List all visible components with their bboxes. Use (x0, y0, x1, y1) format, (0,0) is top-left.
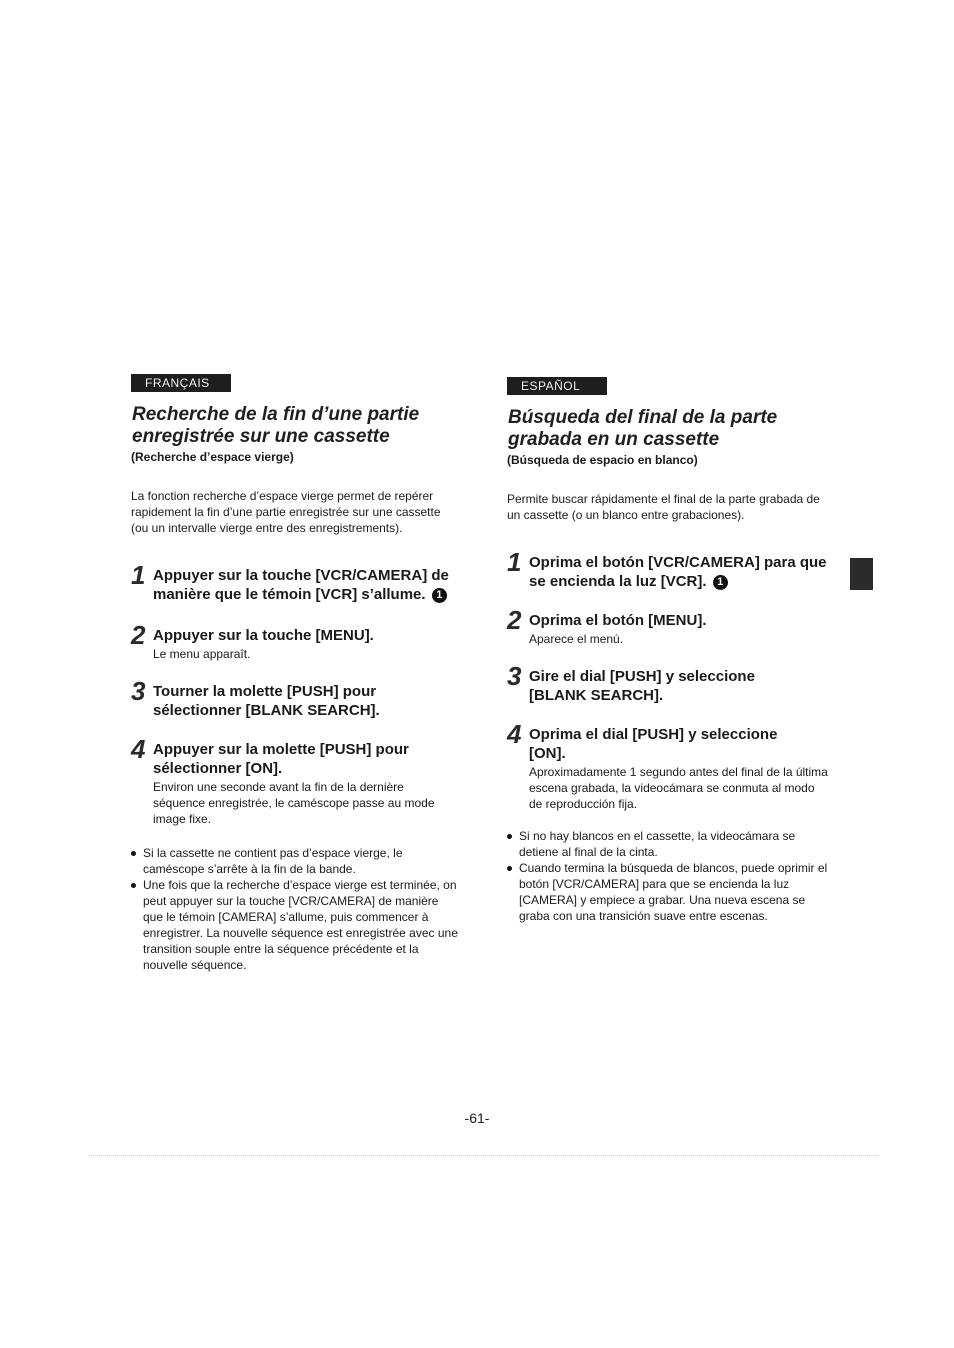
step-1 (131, 560, 461, 604)
step-instruction: Tourner la molette [PUSH] pour sélectionner [BLANK SEARCH]. (153, 683, 380, 719)
title-line-2: grabada en un cassette (508, 429, 720, 450)
step-number: 4 (131, 734, 146, 764)
divider (88, 1155, 878, 1156)
intro-paragraph-spanish: Permite buscar rápidamente el final de la parte grabada de un cassette (o un blanco entre grabaciones). (507, 492, 820, 522)
step-2 (131, 620, 461, 662)
list-item: Si no hay blancos en el cassette, la videocámara se detiene al final de la cinta. (507, 828, 819, 860)
step-note: Environ une seconde avant la fin de la dernière séquence enregistrée, le caméscope passe au mode image fixe. (153, 780, 435, 826)
callout-marker-icon: 1 (432, 588, 447, 603)
step-instruction: Appuyer sur la touche [MENU]. (153, 627, 374, 644)
spanish-column (507, 377, 837, 924)
step-3 (507, 661, 837, 705)
step-number: 1 (507, 547, 522, 577)
step-number: 3 (131, 676, 146, 706)
step-1 (507, 547, 837, 591)
language-label-french: FRANÇAIS (131, 374, 231, 392)
intro-paragraph-french: La fonction recherche d’espace vierge permet de repérer rapidement la fin d’une partie enregistrée sur une cassette (ou un intervalle vierge entre des enregistrements). (131, 489, 441, 535)
section-title-french (132, 404, 461, 448)
title-line-1: Recherche de la fin d’une partie (132, 404, 420, 425)
callout-marker-icon: 1 (713, 575, 728, 590)
step-instruction (529, 553, 829, 591)
step-instruction-text: Oprima el botón [VCR/CAMERA] para que se encienda la luz [VCR]. (529, 554, 827, 590)
step-instruction: Oprima el botón [MENU]. (529, 612, 707, 629)
section-title-spanish (508, 407, 837, 451)
steps-list-french (131, 560, 461, 827)
steps-list-spanish (507, 547, 837, 812)
list-item: Une fois que la recherche d’espace vierge est terminée, on peut appuyer sur la touche [VCR/CAMERA] de manière que le témoin [CAMERA] s’allume, puis commencer à enregistrer. La nouvelle séquence est enregistrée avec une transition souple entre la séquence précédente et la nouvelle séquence. (131, 877, 458, 973)
step-note: Aproximadamente 1 segundo antes del final de la última escena grabada, la videocámara se conmuta al modo de reproducción fija. (529, 765, 828, 811)
step-instruction: Appuyer sur la molette [PUSH] pour sélectionner [ON]. (153, 741, 409, 777)
step-instruction: Oprima el dial [PUSH] y seleccione [ON]. (529, 726, 778, 762)
section-edge-tab (850, 558, 873, 590)
step-note: Aparece el menú. (529, 632, 624, 646)
step-4 (507, 719, 837, 812)
step-4 (131, 734, 461, 827)
section-subtitle-french: (Recherche d’espace vierge) (131, 450, 294, 464)
page-number: -61- (464, 1110, 490, 1126)
list-item: Cuando termina la búsqueda de blancos, puede oprimir el botón [VCR/CAMERA] para que se encienda la luz [CAMERA] y empiece a grabar. Una nueva escena se graba con una transición suave entre escenas. (507, 860, 834, 924)
french-column (131, 374, 461, 973)
step-2 (507, 605, 837, 647)
title-line-2: enregistrée sur une cassette (132, 426, 390, 447)
step-3 (131, 676, 461, 720)
step-number: 1 (131, 560, 146, 590)
notes-list-spanish (507, 828, 837, 924)
step-number: 3 (507, 661, 522, 691)
step-note: Le menu apparaît. (153, 647, 251, 661)
list-item: Si la cassette ne contient pas d’espace vierge, le caméscope s’arrête à la fin de la bande. (131, 845, 443, 877)
step-number: 2 (131, 620, 146, 650)
step-number: 2 (507, 605, 522, 635)
notes-list-french (131, 845, 461, 973)
section-subtitle-spanish: (Búsqueda de espacio en blanco) (507, 453, 698, 467)
step-instruction: Gire el dial [PUSH] y seleccione [BLANK SEARCH]. (529, 668, 755, 704)
step-instruction-text: Appuyer sur la touche [VCR/CAMERA] de manière que le témoin [VCR] s’allume. (153, 567, 449, 603)
title-line-1: Búsqueda del final de la parte (508, 407, 778, 428)
step-instruction (153, 566, 453, 604)
step-number: 4 (507, 719, 522, 749)
language-label-spanish: ESPAÑOL (507, 377, 607, 395)
